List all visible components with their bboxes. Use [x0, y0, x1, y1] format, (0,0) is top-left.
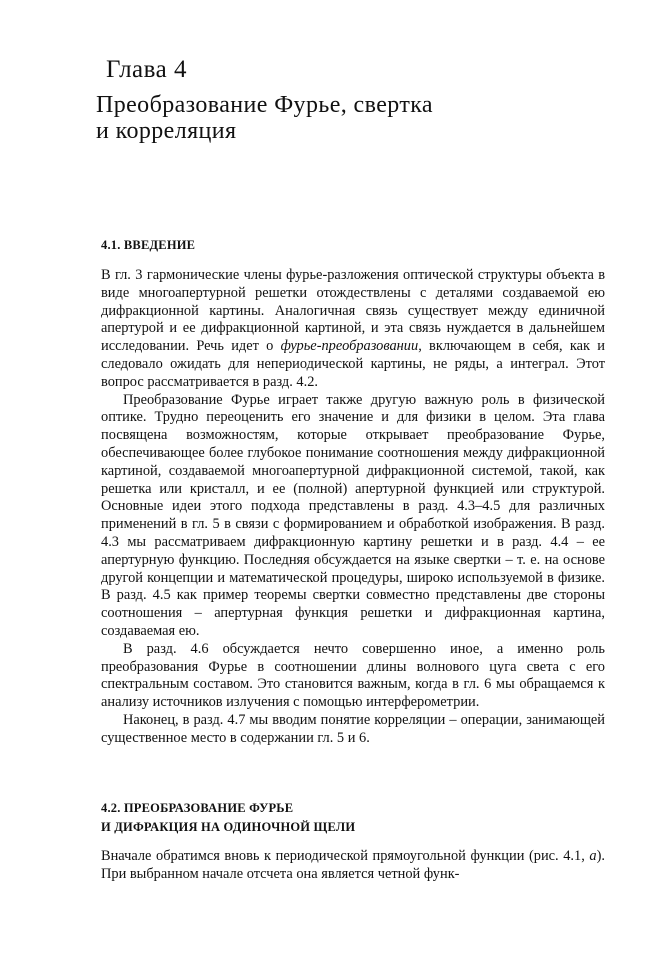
italic-figure-ref: а	[589, 848, 597, 864]
chapter-title-line-1: Преобразование Фурье, свертка	[96, 92, 433, 118]
section-heading-introduction	[101, 236, 195, 255]
section-heading-line-2: И ДИФРАКЦИЯ НА ОДИНОЧНОЙ ЩЕЛИ	[101, 820, 356, 834]
paragraph: В разд. 4.6 обсуждается нечто совершенно иное, а именно роль преобразования Фурье в соотношении длины волнового цуга света с его спектральным составом. Это становится важным, когда в гл. 6 мы обращаемся к анализу источников излучения с помощью интерферометрии.	[101, 640, 605, 711]
chapter-title-line-2: и корреляция	[96, 118, 237, 144]
section-heading-fourier-slit	[101, 799, 355, 837]
paragraph: Преобразование Фурье играет также другую важную роль в физической оптике. Трудно переоценить его значение и для физики в целом. Эта глава посвящена возможностям, которые открывает преобразование Фурье, обеспечивающее более глубокое понимание соотношения между дифракционной картиной, создаваемой многоапертурной дифракционной системой, такой, как решетка или кристалл, и ее (полной) апертурной функцией или структурой. Основные идеи этого подхода представлены в разд. 4.3–4.5 для различных применений в гл. 5 в связи с формированием и обработкой изображения. В разд. 4.3 мы рассматриваем дифракционную картину решетки и в разд. 4.4 – ее апертурную функцию. Последняя обсуждается на языке свертки – т. е. на основе другой концепции и математической процедуры, широко используемой в физике. В разд. 4.5 как пример теоремы свертки совместно представлены две стороны соотношения – апертурная функция решетки и дифракционная картина, создаваемая ею.	[101, 391, 605, 639]
section-heading-text: 4.1. ВВЕДЕНИЕ	[101, 238, 196, 252]
italic-term: фурье-преобразовании	[280, 338, 419, 355]
section-fourier-slit-body	[101, 848, 605, 884]
chapter-number: Глава 4	[106, 56, 187, 83]
paragraph: Наконец, в разд. 4.7 мы вводим понятие корреляции – операции, занимающей существенное место в содержании гл. 5 и 6.	[101, 711, 605, 746]
section-introduction-body	[101, 267, 605, 748]
section-heading-line-1: 4.2. ПРЕОБРАЗОВАНИЕ ФУРЬЕ	[101, 801, 294, 815]
paragraph: Вначале обратимся вновь к периодической прямоугольной функции (рис. 4.1, а). При выбранном начале отсчета она является четной функ-	[101, 848, 605, 882]
chapter-title	[96, 92, 433, 144]
paragraph: В гл. 3 гармонические члены фурье-разложения оптической структуры объекта в виде многоапертурной решетки отождествлены с деталями создаваемой ею дифракционной картины. Аналогичная связь существует между единичной апертурой и ее дифракционной картиной, и эта связь нуждается в дальнейшем исследовании. Речь идет о фурье-преобразовании, включающем в себя, как и следовало ожидать для непериодической картины, не ряды, а интеграл. Этот вопрос рассматривается в разд. 4.2.	[101, 267, 605, 390]
